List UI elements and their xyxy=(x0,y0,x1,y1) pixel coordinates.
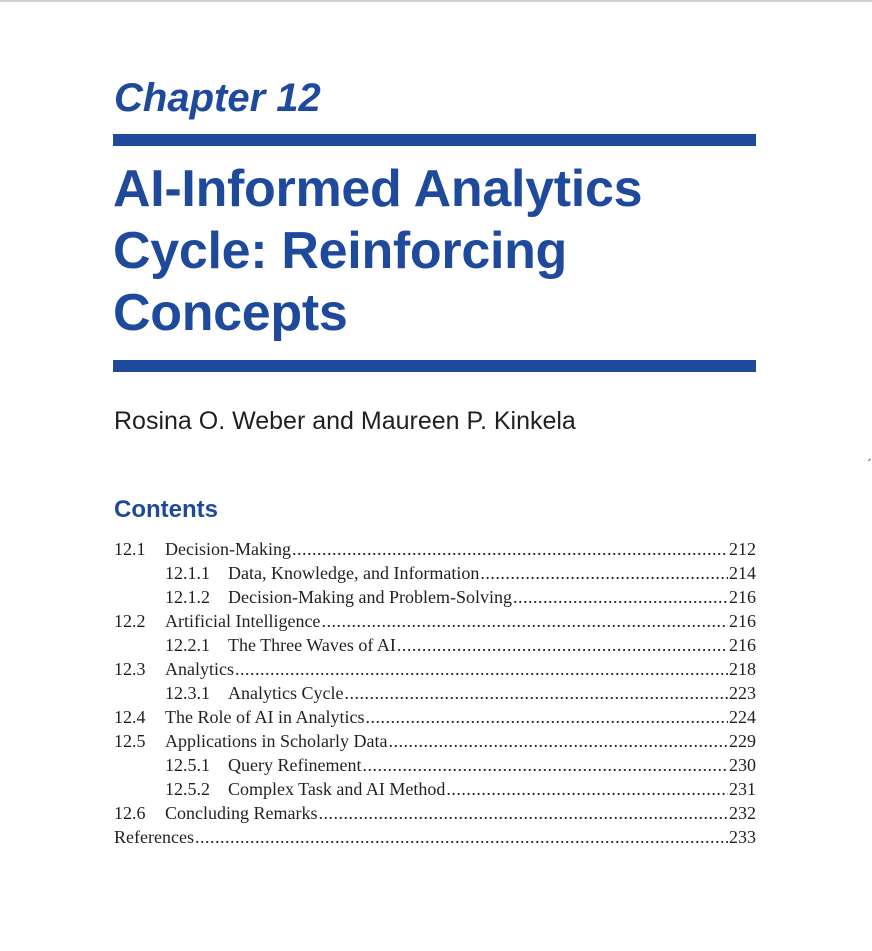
cursor-mark-icon: ˏ xyxy=(866,447,872,461)
toc-entry-number: 12.2 xyxy=(114,611,146,631)
toc-leader-dots xyxy=(446,777,728,801)
chapter-authors: Rosina O. Weber and Maureen P. Kinkela xyxy=(114,407,576,435)
toc-leader-dots xyxy=(292,537,728,561)
toc-entry[interactable] xyxy=(114,825,756,849)
toc-entry-title: Analytics Cycle xyxy=(228,683,344,703)
title-rule-bottom xyxy=(113,360,756,372)
toc-leader-dots xyxy=(195,825,728,849)
toc-entry[interactable] xyxy=(114,657,756,681)
toc-entry-number: 12.2.1 xyxy=(165,635,210,655)
toc-leader-dots xyxy=(397,633,728,657)
toc-leader-dots xyxy=(480,561,728,585)
toc-entry-page: 212 xyxy=(729,539,756,559)
toc-entry-title: Decision-Making xyxy=(165,539,291,559)
toc-entry[interactable] xyxy=(114,753,756,777)
toc-leader-dots xyxy=(318,801,728,825)
toc-entry-title: Decision-Making and Problem-Solving xyxy=(228,587,512,607)
toc-entry-number: 12.4 xyxy=(114,707,146,727)
toc-entry-number: 12.3 xyxy=(114,659,146,679)
toc-entry-page: 233 xyxy=(729,827,756,847)
toc-entry-title: Artificial Intelligence xyxy=(165,611,321,631)
toc-entry-page: 214 xyxy=(729,563,756,583)
chapter-number: Chapter 12 xyxy=(114,76,321,120)
toc-entry[interactable] xyxy=(114,633,756,657)
toc-entry-number: 12.6 xyxy=(114,803,146,823)
toc-entry-page: 232 xyxy=(729,803,756,823)
toc-entry-page: 224 xyxy=(729,707,756,727)
toc-entry-page: 231 xyxy=(729,779,756,799)
toc-entry-page: 216 xyxy=(729,611,756,631)
toc-leader-dots xyxy=(235,657,728,681)
toc-leader-dots xyxy=(321,609,728,633)
toc-entry-number: 12.1.1 xyxy=(165,563,210,583)
page-top-border xyxy=(0,0,872,2)
toc-entry[interactable] xyxy=(114,729,756,753)
toc-entry-page: 230 xyxy=(729,755,756,775)
toc-entry-number: 12.1 xyxy=(114,539,146,559)
toc-entry-title: The Three Waves of AI xyxy=(228,635,396,655)
toc-entry[interactable] xyxy=(114,609,756,633)
toc-entry-title: The Role of AI in Analytics xyxy=(165,707,365,727)
toc-entry[interactable] xyxy=(114,537,756,561)
toc-leader-dots xyxy=(365,705,728,729)
toc-leader-dots xyxy=(344,681,728,705)
toc-leader-dots xyxy=(388,729,728,753)
toc-entry-number: 12.1.2 xyxy=(165,587,210,607)
toc-entry-number: 12.5.1 xyxy=(165,755,210,775)
toc-entry[interactable] xyxy=(114,561,756,585)
title-rule-top xyxy=(113,134,756,146)
toc-entry[interactable] xyxy=(114,777,756,801)
toc-entry[interactable] xyxy=(114,585,756,609)
toc-leader-dots xyxy=(513,585,728,609)
toc-entry-page: 223 xyxy=(729,683,756,703)
toc-leader-dots xyxy=(362,753,728,777)
contents-heading: Contents xyxy=(114,496,218,523)
toc-entry[interactable] xyxy=(114,801,756,825)
toc-entry[interactable] xyxy=(114,705,756,729)
toc-entry-title: Query Refinement xyxy=(228,755,362,775)
toc-entry-title: Data, Knowledge, and Information xyxy=(228,563,480,583)
toc-entry-number: 12.5.2 xyxy=(165,779,210,799)
toc-entry-page: 229 xyxy=(729,731,756,751)
chapter-title-line: Cycle: Reinforcing xyxy=(113,222,568,280)
chapter-title-line: Concepts xyxy=(113,284,348,342)
chapter-title-line: AI-Informed Analytics xyxy=(113,160,643,218)
table-of-contents xyxy=(114,537,756,849)
toc-entry-page: 216 xyxy=(729,635,756,655)
toc-entry-title: Analytics xyxy=(165,659,234,679)
toc-entry-title: Concluding Remarks xyxy=(165,803,318,823)
toc-entry-title: Complex Task and AI Method xyxy=(228,779,446,799)
chapter-title xyxy=(113,158,763,344)
toc-entry-page: 218 xyxy=(729,659,756,679)
toc-entry-title: Applications in Scholarly Data xyxy=(165,731,388,751)
toc-entry[interactable] xyxy=(114,681,756,705)
toc-entry-page: 216 xyxy=(729,587,756,607)
toc-entry-number: 12.3.1 xyxy=(165,683,210,703)
toc-entry-number: 12.5 xyxy=(114,731,146,751)
toc-entry-title: References xyxy=(114,827,194,847)
